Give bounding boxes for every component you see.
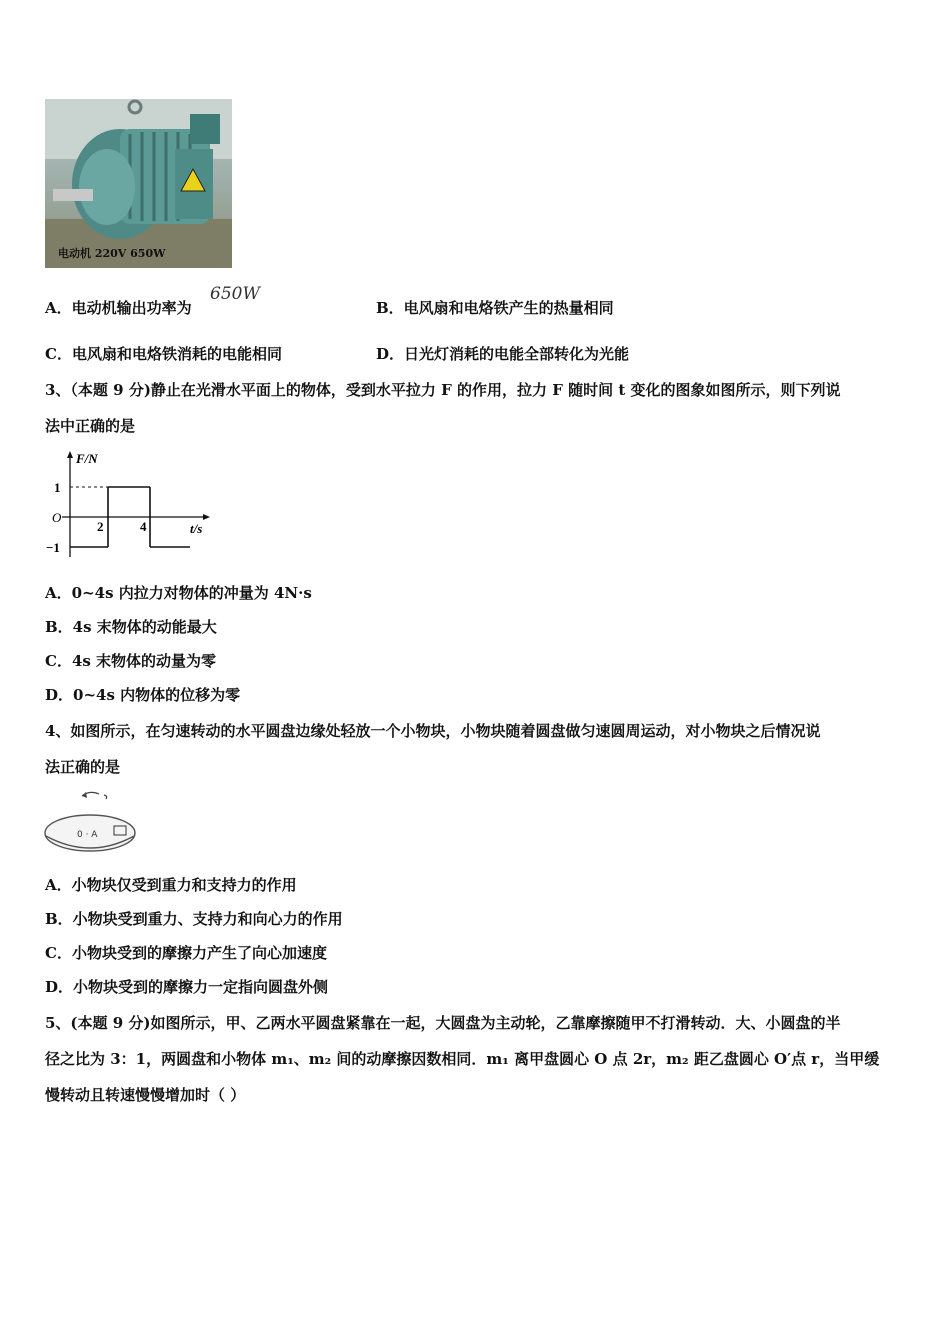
disk-label: 0 · A: [77, 830, 98, 840]
q5-stem-line3: 慢转动且转速慢慢增加时（ ）: [45, 1086, 246, 1104]
q3-option-c: C．4s 末物体的动量为零: [45, 652, 217, 670]
q3-stem-line2: 法中正确的是: [45, 417, 136, 435]
graph-origin: O: [52, 510, 62, 525]
q3-option-d: D．0~4s 内物体的位移为零: [45, 686, 241, 704]
photo-caption: 电动机 220V 650W: [58, 247, 166, 260]
force-time-graph: [40, 447, 215, 562]
q2-option-d: D．日光灯消耗的电能全部转化为光能: [376, 345, 630, 363]
q5-stem-line1: 5、(本题 9 分)如图所示，甲、乙两水平圆盘紧靠在一起，大圆盘为主动轮，乙靠摩擦随甲不打滑转动．大、小圆盘的半: [45, 1014, 841, 1032]
graph-ylabel: F/N: [76, 451, 98, 466]
q5-stem-line2: 径之比为 3：1，两圆盘和小物体 m₁、m₂ 间的动摩擦因数相同．m₁ 离甲盘圆心 O 点 2r，m₂ 距乙盘圆心 O′点 r，当甲缓: [45, 1050, 880, 1068]
q4-option-b: B．小物块受到重力、支持力和向心力的作用: [45, 910, 343, 928]
q2-option-a: [45, 298, 192, 318]
graph-y-pos: 1: [54, 480, 61, 495]
q2-option-c: C．电风扇和电烙铁消耗的电能相同: [45, 345, 282, 363]
q4-stem-line1: 4、如图所示，在匀速转动的水平圆盘边缘处轻放一个小物块，小物块随着圆盘做匀速圆周运动，对小物块之后情况说: [45, 722, 821, 740]
q4-option-d: D．小物块受到的摩擦力一定指向圆盘外侧: [45, 978, 329, 996]
q4-stem-line2: 法正确的是: [45, 758, 121, 776]
rotating-disk-diagram: [44, 786, 140, 858]
q2-option-a-text: A．电动机输出功率为: [45, 299, 192, 317]
q2-option-a-value: 650W: [210, 284, 260, 304]
q3-stem-line1: 3、（本题 9 分)静止在光滑水平面上的物体，受到水平拉力 F 的作用，拉力 F 随时间 t 变化的图象如图所示，则下列说: [45, 381, 841, 399]
graph-xlabel: t/s: [190, 521, 203, 536]
graph-y-neg: −1: [46, 540, 60, 555]
motor-photo: [45, 99, 232, 268]
graph-x2: 4: [140, 519, 147, 534]
q2-option-b: B．电风扇和电烙铁产生的热量相同: [376, 299, 614, 317]
q3-option-a: A．0~4s 内拉力对物体的冲量为 4N·s: [45, 584, 312, 602]
graph-x1: 2: [97, 519, 104, 534]
q3-option-b: B．4s 末物体的动能最大: [45, 618, 217, 636]
q4-option-a: A．小物块仅受到重力和支持力的作用: [45, 876, 297, 894]
q4-option-c: C．小物块受到的摩擦力产生了向心加速度: [45, 944, 327, 962]
